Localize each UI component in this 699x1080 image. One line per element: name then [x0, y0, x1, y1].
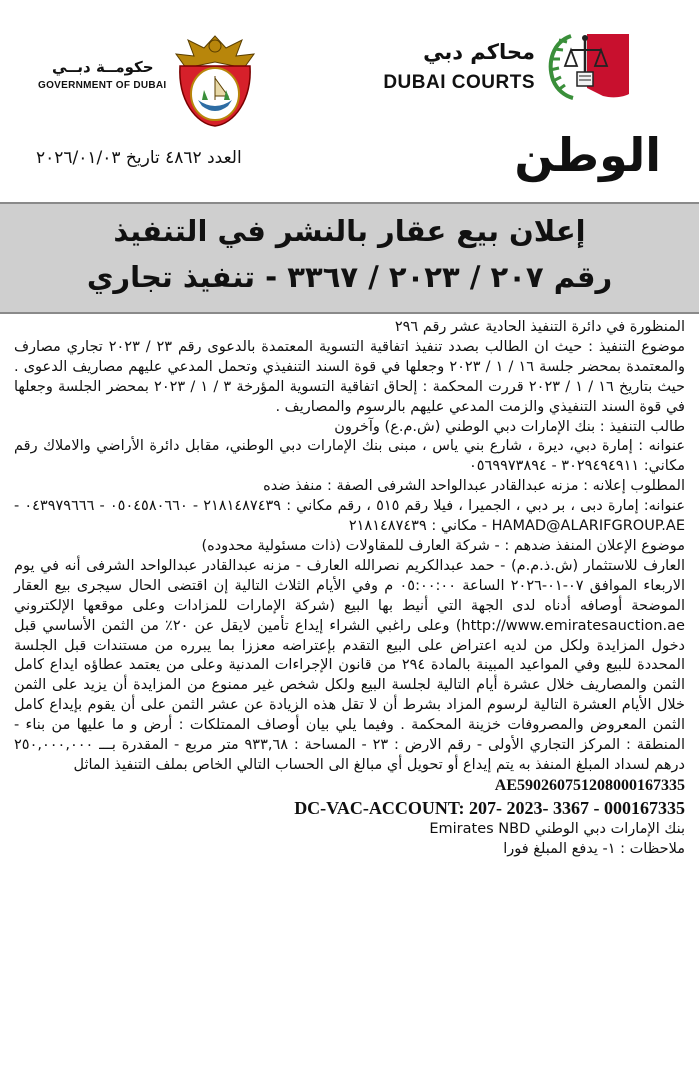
- dubai-government-emblem-icon: [168, 30, 262, 130]
- courts-name-ar: محاكم دبي: [423, 40, 535, 64]
- body-line: المنظورة في دائرة التنفيذ الحادية عشر رقم ٢٩٦: [394, 319, 685, 335]
- notice-title: إعلان بيع عقار بالنشر في التنفيذ: [113, 214, 586, 248]
- government-name-ar: حكومــة دبــي: [52, 58, 154, 76]
- body-line: موضوع الإعلان المنفذ ضدهم : - شركة العارف للمقاولات (ذات مسئولية محدوده): [201, 537, 685, 554]
- bank-name: بنك الإمارات دبي الوطني Emirates NBD: [429, 820, 685, 837]
- courts-name-en: DUBAI COURTS: [383, 72, 535, 93]
- body-line: العارف للاستثمار (ش.ذ.م.م) - حمد عبدالكريم نصرالله العارف - مزنه عبدالقادر عبدالواحد الشرفى أنه في يوم الاربعاء الموافق ٠٧-٠١-٢٠٢٦ الساعة ٠٥:٠٠:٠٠ م وفي الأيام الثلاث التالية إن اقتضى الحال سيجرى بيع العقار الموضحة أوصافه أدناه لدى الجهة التي أنيط بها البيع (شركة الإمارات للمزادات وعلى موقعها الإلكتروني http://www.emiratesauction.ae) وعلى راغبي الشراء إيداع تأمين لايقل عن ٢٠٪ من الثمن الأساسي قبل دخول المزايدة ولكل من لديه اعتراض على البيع التقدم بإعتراضه معززا بما يبرره من مستندات قبل الجلسة المحددة للبيع وفي المواعيد المبينة بالمادة ٢٩٤ من قانون الإجراءات المدنية وعلى من يعتمد عطاؤه ايداع كامل الثمن والمصاريف خلال عشرة أيام التالية لجلسة البيع ولكل شخص غير ممنوع من المزايدة أن يزيد على الثمن خلال الأيام العشرة التالية لرسوم المزاد بشرط أن لا تقل هذه الزيادة عن عشر الثمن على أن يقوم بإيداع كامل الثمن المعروض والمصروفات خزينة المحكمة . وفيما يلي بيان أوصاف الممتلكات : أرض و ما عليها من بناء - المنطقة : المركز التجاري الأولى - رقم الارض : ٢٣ - المساحة : ٩٣٣,٦٨ متر مربع - المقدرة بـــ ٢٥٠,٠٠٠,٠٠٠ درهم لسداد المبلغ المنفذ به يتم إيداع أو تحويل أي مبالغ الى الحساب التالي الخاص بملف التنفيذ الماثل: [14, 557, 685, 773]
- notice-body: [14, 318, 685, 860]
- issue-info: العدد ٤٨٦٢ تاريخ ٢٠٢٦/٠١/٠٣: [36, 148, 242, 168]
- account-number: DC-VAC-ACCOUNT: 207- 2023- 3367 - 000167335: [294, 797, 685, 818]
- body-line: موضوع التنفيذ : حيث ان الطالب بصدد تنفيذ اتفاقية التسوية المعتمدة بالدعوى رقم ٢٣ / ٢٠٢٣ تجاري مصارف والمعتمدة بمحضر جلسة ١٦ / ١ / ٢٠٢٣ وجعلها في قوة السند التنفيذي وتحمل المدعي عليهم مصاريف الدعوى . حيث بتاريخ ١٦ / ١ / ٢٠٢٣ قررت المحكمة : إلحاق اتفاقية التسوية المؤرخة ٣ / ١ / ٢٠٢٣ بمحضر الجلسة وجعلها في قوة السند التنفيذي والزمت المدعي عليهم بالرسوم والمصاريف .: [14, 338, 685, 415]
- title-band: [0, 202, 699, 314]
- dubai-courts-logo-icon: [541, 28, 633, 100]
- body-line: طالب التنفيذ : بنك الإمارات دبي الوطني (ش.م.ع) وآخرون: [334, 418, 685, 435]
- body-line: المطلوب إعلانه : مزنه عبدالقادر عبدالواحد الشرفى الصفة : منفذ ضده: [263, 478, 685, 495]
- notes: ملاحظات : ١- يدفع المبلغ فورا: [503, 840, 685, 857]
- body-line: عنوانه: إمارة دبى ، بر دبي ، الجميرا ، فيلا رقم ٥١٥ ، رقم مكاني : ٢١٨١٤٨٧٤٣٩ - ٠٥٠٤٥٨٠٦٦٠ - ٠٤٣٩٧٩٦٦٦ - HAMAD@ALARIFGROUP.AE - مكاني : ٢١٨١٤٨٧٤٣٩: [14, 498, 686, 535]
- case-number: رقم ٢٠٧ / ٢٠٢٣ / ٣٣٦٧ - تنفيذ تجاري: [86, 260, 613, 294]
- government-name-en: GOVERNMENT OF DUBAI: [38, 80, 167, 91]
- body-line: عنوانه : إمارة دبي، ديرة ، شارع بني ياس ، مبنى بنك الإمارات دبي الوطني، مقابل دائرة الأراضي والاملاك رقم مكاني: ٣٠٢٩٤٩٤٩١١ - ٠٥٦٩٩٧٣٨٩٤: [14, 438, 685, 475]
- newspaper-masthead: الوطن: [514, 128, 661, 182]
- iban: AE590260751208000167335: [494, 776, 685, 794]
- header: [0, 0, 699, 200]
